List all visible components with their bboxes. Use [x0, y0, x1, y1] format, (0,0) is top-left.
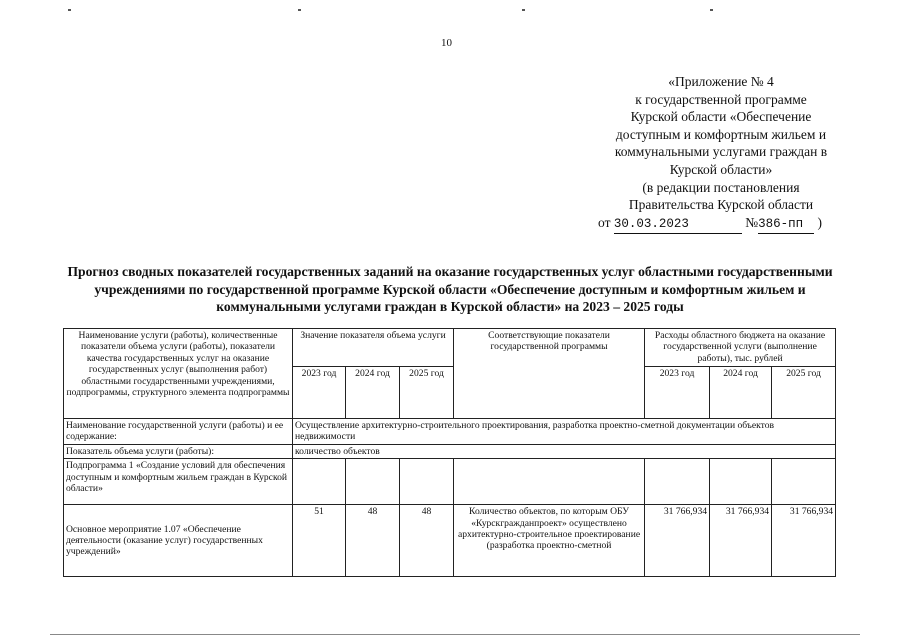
header-volume: Значение показателя объема услуги — [293, 329, 454, 367]
appendix-line: Курской области «Обеспечение — [630, 109, 812, 125]
from-label: от — [598, 214, 611, 230]
scan-mark — [710, 9, 713, 11]
volume-indicator-label: Показатель объема услуги (работы): — [64, 444, 293, 458]
appendix-line: коммунальными услугами граждан в — [614, 144, 828, 160]
header-year: 2024 год — [346, 367, 400, 419]
volume-indicator-value: количество объектов — [293, 444, 836, 458]
header-expenses: Расходы областного бюджета на оказание государственной услуги (выполнение работы), тыс. рублей — [645, 329, 836, 367]
volume-value-2023: 51 — [293, 505, 346, 577]
program-indicator-text: Количество объектов, по которым ОБУ «Курскгражданпроект» осуществлено архитектурно-строительное проектирование (разработка проектно-сметной — [454, 505, 645, 577]
appendix-line: доступным и комфортным жильем и — [615, 126, 827, 142]
document-title: Прогноз сводных показателей государственных заданий на оказание государственных услуг областными государственными учреждениями по государственной программе Курской области «Обеспечение доступным и комфортным жильем и коммунальными услугами граждан в Курской области» на 2023 – 2025 годы — [67, 264, 833, 314]
empty-cell — [772, 459, 836, 505]
header-year: 2025 год — [772, 367, 836, 419]
main-activity-name: Основное мероприятие 1.07 «Обеспечение деятельности (оказание услуг) государственных учреждений» — [64, 505, 293, 577]
resolution-date-line — [590, 214, 852, 235]
appendix-line: (в редакции постановления — [642, 179, 800, 195]
scan-mark — [68, 9, 71, 11]
header-year: 2023 год — [293, 367, 346, 419]
table-row — [64, 459, 836, 505]
scan-mark — [298, 9, 301, 11]
forecast-table — [63, 328, 836, 577]
empty-cell — [346, 459, 400, 505]
resolution-date: 30.03.2023 — [614, 216, 742, 235]
scan-mark — [522, 9, 525, 11]
volume-value-2025: 48 — [400, 505, 454, 577]
empty-cell — [400, 459, 454, 505]
service-name-value: Осуществление архитектурно-строительного проектирования, разработка проектно-сметной документации объектов недвижимости — [293, 419, 836, 445]
subprogram-name: Подпрограмма 1 «Создание условий для обеспечения доступным и комфортным жильем граждан в Курской области» — [64, 459, 293, 505]
table-header-row — [64, 329, 836, 367]
empty-cell — [454, 459, 645, 505]
table-row — [64, 444, 836, 458]
header-service-name: Наименование услуги (работы), количественные показатели объема услуги (работы), показатели качества государственных услуг на оказание государственных услуг (выполнения работ) областными государственными учреждениями, подпрограммы, структурного элемента подпрограммы — [64, 329, 293, 419]
appendix-block — [590, 73, 852, 234]
page-bottom-edge — [50, 634, 860, 635]
header-year: 2023 год — [645, 367, 710, 419]
service-name-label: Наименование государственной услуги (работы) и ее содержание: — [64, 419, 293, 445]
appendix-line: «Приложение № 4 — [668, 74, 774, 89]
header-year: 2024 год — [710, 367, 772, 419]
volume-value-2024: 48 — [346, 505, 400, 577]
header-year: 2025 год — [400, 367, 454, 419]
expense-value-2023: 31 766,934 — [645, 505, 710, 577]
table-row — [64, 505, 836, 577]
table-row — [64, 419, 836, 445]
header-indicators: Соответствующие показатели государственной программы — [454, 329, 645, 419]
expense-value-2024: 31 766,934 — [710, 505, 772, 577]
empty-cell — [293, 459, 346, 505]
appendix-line: к государственной программе — [635, 91, 807, 107]
number-prefix: № — [745, 214, 759, 230]
page-number: 10 — [441, 37, 452, 49]
expense-value-2025: 31 766,934 — [772, 505, 836, 577]
empty-cell — [710, 459, 772, 505]
resolution-number: 386-пп — [758, 216, 814, 235]
empty-cell — [645, 459, 710, 505]
appendix-line: Курской области» — [669, 161, 773, 177]
appendix-line: Правительства Курской области — [628, 197, 814, 213]
close-paren: ) — [817, 214, 822, 230]
